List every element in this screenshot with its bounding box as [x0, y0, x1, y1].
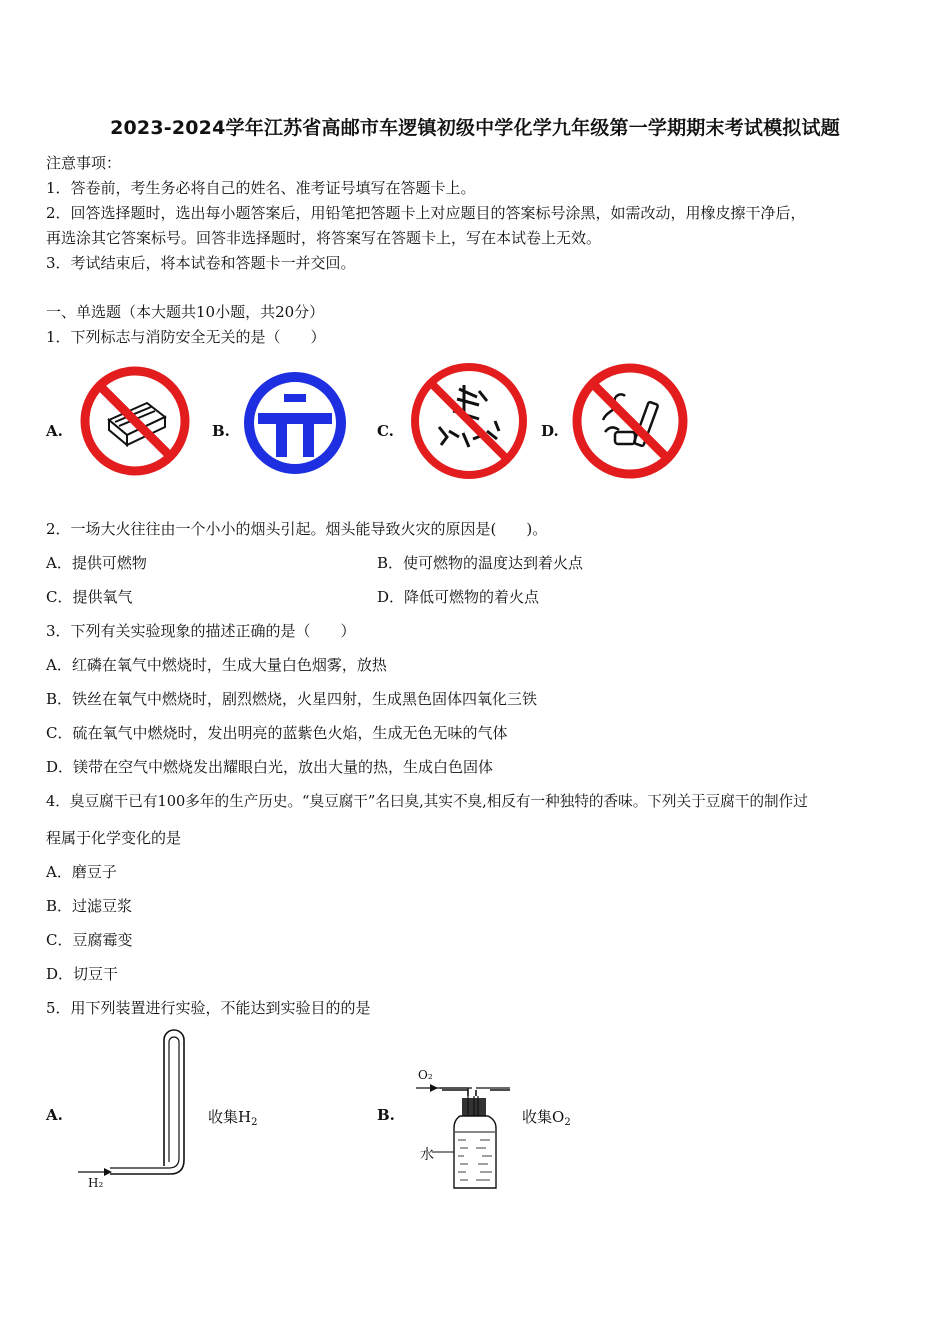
q2-stem: 2．一场大火往往由一个小小的烟头引起。烟头能导致火灾的原因是( )。	[46, 520, 548, 538]
notice-item-2-cont: 再选涂其它答案标号。回答非选择题时，将答案写在答题卡上，写在本试卷上无效。	[46, 229, 602, 247]
q4-stem-line2: 程属于化学变化的是	[46, 829, 182, 847]
q5-label-b: B.	[377, 1106, 395, 1124]
q1-label-a: A.	[46, 422, 63, 440]
q2-option-c: C．提供氧气	[46, 588, 133, 606]
q5-b-caption-text: 收集	[522, 1108, 553, 1126]
q5-a-gas: H	[238, 1108, 252, 1126]
q3-option-b: B．铁丝在氧气中燃烧时，剧烈燃烧，火星四射，生成黑色固体四氧化三铁	[46, 690, 538, 708]
q2-option-b: B．使可燃物的温度达到着火点	[377, 554, 584, 572]
page-title: 2023-2024学年江苏省高邮市车逻镇初级中学化学九年级第一学期期末考试模拟试题	[110, 117, 840, 139]
water-saving-sign-icon	[244, 372, 346, 474]
q4-option-a: A．磨豆子	[46, 863, 117, 881]
q4-option-d: D．切豆干	[46, 965, 119, 983]
hydrogen-collection-tube-icon	[74, 1026, 194, 1194]
q5-a-caption	[208, 1106, 257, 1128]
q4-stem-line1: 4．臭豆腐干已有100多年的生产历史。“臭豆腐干”名曰臭,其实不臭,相反有一种独特的香味。下列关于豆腐干的制作过	[46, 793, 808, 810]
q5-a-caption-text: 收集	[208, 1108, 239, 1126]
q5-b-caption	[522, 1106, 571, 1128]
q3-option-d: D．镁带在空气中燃烧发出耀眼白光，放出大量的热，生成白色固体	[46, 758, 494, 776]
q2-option-d: D．降低可燃物的着火点	[377, 588, 540, 606]
notice-item-3: 3．考试结束后，将本试卷和答题卡一并交回。	[46, 254, 356, 272]
q5-label-a: A.	[46, 1106, 63, 1124]
q3-option-c: C．硫在氧气中燃烧时，发出明亮的蓝紫色火焰，生成无色无味的气体	[46, 724, 508, 742]
q1-stem: 1．下列标志与消防安全无关的是（ ）	[46, 328, 326, 346]
q5-b-gas-subscript: 2	[564, 1117, 571, 1128]
q1-label-d: D.	[541, 422, 559, 440]
notice-item-2: 2．回答选择题时，选出每小题答案后，用铅笔把答题卡上对应题目的答案标号涂黑，如需改动，用橡皮擦干净后，	[46, 204, 806, 222]
notice-item-1: 1．答卷前，考生务必将自己的姓名、准考证号填写在答题卡上。	[46, 179, 476, 197]
q5-a-gas-subscript: 2	[251, 1117, 258, 1128]
q5-b-gas-input: O₂	[418, 1068, 433, 1082]
q5-a-gas-input: H₂	[88, 1176, 104, 1190]
q4-option-c: C．豆腐霉变	[46, 931, 133, 949]
q1-label-c: C.	[377, 422, 394, 440]
notice-heading: 注意事项：	[46, 154, 122, 172]
no-smoking-sign-icon	[571, 362, 689, 480]
q3-stem: 3．下列有关实验现象的描述正确的是（ ）	[46, 622, 356, 640]
q5-b-gas: O	[552, 1108, 565, 1126]
section-heading: 一、单选题（本大题共10小题，共20分）	[46, 303, 325, 321]
no-fireworks-sign-icon	[409, 361, 529, 481]
q2-option-a: A．提供可燃物	[46, 554, 147, 572]
q1-label-b: B.	[212, 422, 230, 440]
q5-b-water-label: 水	[420, 1147, 434, 1163]
no-matches-sign-icon	[79, 365, 191, 477]
q5-stem: 5．用下列装置进行实验，不能达到实验目的的是	[46, 999, 371, 1017]
q4-option-b: B．过滤豆浆	[46, 897, 133, 915]
q3-option-a: A．红磷在氧气中燃烧时，生成大量白色烟雾，放热	[46, 656, 387, 674]
